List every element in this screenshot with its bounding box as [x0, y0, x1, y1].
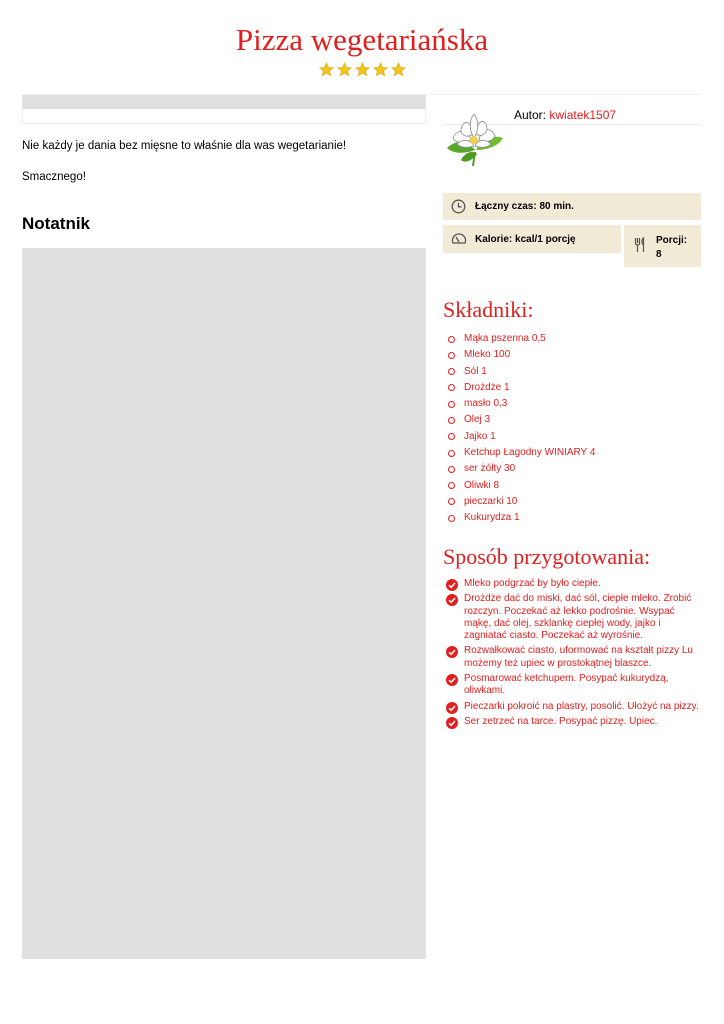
servings-label: Porcji: — [656, 235, 688, 246]
step-item — [446, 673, 704, 698]
servings-text — [656, 234, 687, 262]
recipe-description — [22, 139, 426, 201]
ring-bullet-icon — [448, 466, 455, 473]
ring-bullet-icon — [448, 433, 455, 440]
notes-area[interactable] — [22, 248, 426, 959]
ring-bullet-icon — [448, 482, 455, 489]
calories-box — [443, 225, 621, 253]
check-circle-icon — [446, 717, 458, 729]
step-item — [446, 645, 704, 670]
ingredient-text: Mleko 100 — [464, 349, 511, 361]
ingredient-item — [448, 413, 595, 429]
ring-bullet-icon — [448, 515, 455, 522]
ingredient-text: Jajko 1 — [464, 430, 496, 442]
check-circle-icon — [446, 579, 458, 591]
ingredient-text: Oliwki 8 — [464, 479, 500, 491]
step-item — [446, 701, 704, 713]
step-text: Ser zetrzeć na tarce. Posypać pizzę. Upiec. — [464, 715, 658, 727]
rating-stars — [0, 62, 724, 77]
intro-text: Smacznego! — [22, 171, 86, 183]
ingredient-text: Olej 3 — [464, 414, 491, 426]
step-item — [446, 593, 704, 642]
ring-bullet-icon — [448, 336, 455, 343]
intro-text: Nie każdy je dania bez mięsne to właśnie dla was wegetarianie! — [22, 140, 347, 152]
star-icon — [355, 62, 370, 77]
ingredient-item — [448, 446, 595, 462]
ingredient-text: ser żółty 30 — [464, 463, 516, 475]
ring-bullet-icon — [448, 384, 455, 391]
preparation-heading: Sposób przygotowania: — [443, 544, 651, 569]
total-time-box — [443, 193, 701, 220]
ingredient-item — [448, 381, 595, 397]
ingredient-text: Drożdże 1 — [464, 381, 510, 393]
author-name-link[interactable]: kwiatek1507 — [549, 108, 617, 122]
servings-box — [624, 225, 701, 267]
ring-bullet-icon — [448, 352, 455, 359]
star-icon — [319, 62, 334, 77]
ingredient-text: pieczarki 10 — [464, 495, 518, 507]
preparation-steps — [446, 578, 704, 731]
ingredient-item — [448, 462, 595, 478]
check-circle-icon — [446, 646, 458, 658]
ingredient-item — [448, 365, 595, 381]
star-icon — [391, 62, 406, 77]
check-circle-icon — [446, 594, 458, 606]
ingredient-item — [448, 479, 595, 495]
gauge-icon — [451, 231, 467, 249]
ingredient-item — [448, 511, 595, 527]
author-line — [514, 108, 616, 122]
step-text: Pieczarki pokroić na plastry, posolić. Ułożyć na pizzy. — [464, 700, 699, 712]
star-icon — [373, 62, 388, 77]
step-text: Drożdże dać do miski, dać sól, ciepłe mleko. Zrobić rozczyn. Poczekać aż lekko podrośnie. Wsypać mąkę, dać olej, szklankę ciepłej wody, jajko i zagniatać ciasto. Poczekać aż wyrośnie. — [464, 593, 692, 642]
ingredient-text: Kukurydza 1 — [464, 512, 520, 524]
ingredient-item — [448, 332, 595, 348]
water-lily-icon — [443, 108, 507, 168]
total-time-text: Łączny czas: 80 min. — [475, 201, 574, 212]
check-circle-icon — [446, 702, 458, 714]
author-label: Autor: — [514, 108, 547, 122]
ingredient-item — [448, 495, 595, 511]
ring-bullet-icon — [448, 368, 455, 375]
ingredients-list — [448, 332, 595, 528]
fork-knife-icon — [634, 237, 646, 256]
ingredient-item — [448, 397, 595, 413]
ingredient-item — [448, 430, 595, 446]
ingredient-text: Ketchup Łagodny WINIARY 4 — [464, 447, 596, 459]
step-item — [446, 716, 704, 728]
step-text: Mleko podgrzać by było ciepłe. — [464, 578, 601, 589]
step-text: Rozwałkować ciasto, uformować na kształt pizzy Lu możemy też upiec w prostokątnej blaszce. — [464, 645, 693, 669]
ingredient-text: Mąka pszenna 0,5 — [464, 333, 546, 344]
check-circle-icon — [446, 674, 458, 686]
ring-bullet-icon — [448, 417, 455, 424]
step-item — [446, 578, 704, 590]
clock-icon — [451, 199, 466, 217]
image-placeholder-bar — [22, 95, 426, 109]
ring-bullet-icon — [448, 450, 455, 457]
ingredients-heading: Składniki: — [443, 297, 534, 322]
ring-bullet-icon — [448, 401, 455, 408]
ingredient-item — [448, 348, 595, 364]
servings-value: 8 — [656, 249, 662, 260]
star-icon — [337, 62, 352, 77]
step-text: Posmarować ketchupem. Posypać kukurydzą, oliwkami. — [464, 673, 669, 697]
image-frame — [22, 109, 426, 124]
ingredient-text: Sól 1 — [464, 365, 487, 377]
calories-text: Kalorie: kcal/1 porcję — [475, 234, 576, 245]
ingredient-text: masło 0,3 — [464, 398, 508, 410]
recipe-title: Pizza wegetariańska — [235, 22, 489, 57]
notes-heading: Notatnik — [22, 214, 90, 233]
ring-bullet-icon — [448, 498, 455, 505]
